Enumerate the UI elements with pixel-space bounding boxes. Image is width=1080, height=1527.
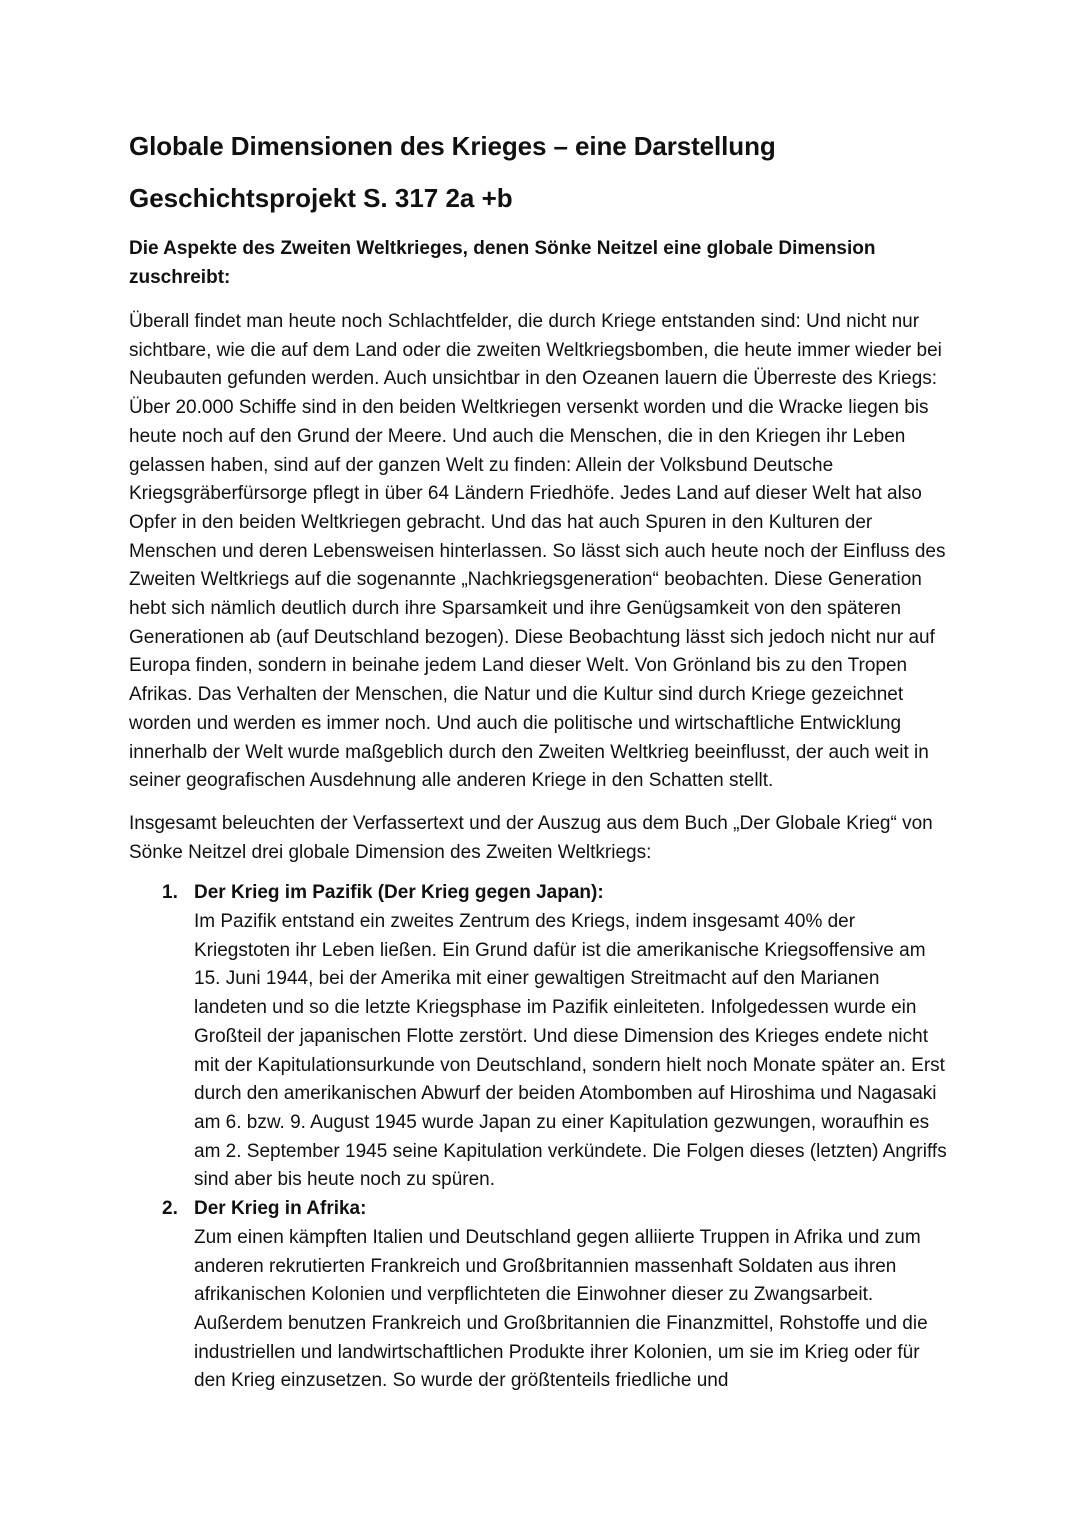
list-item-text: Zum einen kämpften Italien und Deutschland gegen alliierte Truppen in Afrika und zum anderen rekrutierten Frankreich und Großbritannien massenhaft Soldaten aus ihren afrikanischen Kolonien und verpflichteten die Einwohner dieser zu Zwangsarbeit. Außerdem benutzen Frankreich und Großbritannien die Finanzmittel, Rohstoffe und die industriellen und landwirtschaftlichen Produkte ihrer Kolonien, um sie im Krieg oder für den Krieg einzusetzen. So wurde der größtenteils friedliche und (194, 1226, 928, 1392)
document-page (129, 126, 954, 1396)
list-item (129, 879, 954, 1195)
document-subtitle: Geschichtsprojekt S. 317 2a +b (129, 183, 513, 213)
list-item (129, 1195, 954, 1396)
list-item-text: Im Pazifik entstand ein zweites Zentrum des Kriegs, indem insgesamt 40% der Kriegstoten ihr Leben ließen. Ein Grund dafür ist die amerikanische Kriegsoffensive am 15. Juni 1944, bei der Amerika mit einer gewaltigen Streitmacht auf den Marianen landeten und so die letzte Kriegsphase im Pazifik einleiteten. Infolgedessen wurde ein Großteil der japanischen Flotte zerstört. Und diese Dimension des Krieges endete nicht mit der Kapitulationsurkunde von Deutschland, sondern hielt noch Monate später an. Erst durch den amerikanischen Abwurf der beiden Atombomben auf Hiroshima und Nagasaki am 6. bzw. 9. August 1945 wurde Japan zu einer Kapitulation gezwungen, woraufhin es am 2. September 1945 seine Kapitulation verkündete. Die Folgen dieses (letzten) Angriffs sind aber bis heute noch zu spüren. (194, 911, 947, 1191)
body-paragraph-1: Überall findet man heute noch Schlachtfelder, die durch Kriege entstanden sind: Und nicht nur sichtbare, wie die auf dem Land oder die zweiten Weltkriegsbomben, die heute immer wieder bei Neubauten gefunden werden. Auch unsichtbar in den Ozeanen lauern die Überreste des Kriegs: Über 20.000 Schiffe sind in den beiden Weltkriegen versenkt worden und die Wracke liegen bis heute noch auf den Grund der Meere. Und auch die Menschen, die in den Kriegen ihr Leben gelassen haben, sind auf der ganzen Welt zu finden: Allein der Volksbund Deutsche Kriegsgräberfürsorge pflegt in über 64 Ländern Friedhöfe. Jedes Land auf dieser Welt hat also Opfer in den beiden Weltkriegen gebracht. Und das hat auch Spuren in den Kulturen der Menschen und deren Lebensweisen hinterlassen. So lässt sich auch heute noch der Einfluss des Zweiten Weltkriegs auf die sogenannte „Nachkriegsgeneration“ beobachten. Diese Generation hebt sich nämlich deutlich durch ihre Sparsamkeit und ihre Genügsamkeit von den späteren Generationen ab (auf Deutschland bezogen). Diese Beobachtung lässt sich jedoch nicht nur auf Europa finden, sondern in beinahe jedem Land dieser Welt. Von Grönland bis zu den Tropen Afrikas. Das Verhalten der Menschen, die Natur und die Kultur sind durch Kriege gezeichnet worden und werden es immer noch. Und auch die politische und wirtschaftliche Entwicklung innerhalb der Welt wurde maßgeblich durch den Zweiten Weltkrieg beeinflusst, der auch weit in seiner geografischen Ausdehnung alle anderen Kriege in den Schatten stellt. (129, 311, 946, 792)
dimensions-list (129, 879, 954, 1396)
document-title: Globale Dimensionen des Krieges – eine Darstellung (129, 131, 776, 161)
list-item-title: Der Krieg in Afrika: (194, 1198, 367, 1220)
list-item-number: 1. (162, 882, 178, 904)
list-item-number: 2. (162, 1198, 178, 1220)
body-paragraph-2: Insgesamt beleuchten der Verfassertext und der Auszug aus dem Buch „Der Globale Krieg“ von Sönke Neitzel drei globale Dimension des Zweiten Weltkriegs: (129, 812, 933, 863)
list-item-title: Der Krieg im Pazifik (Der Krieg gegen Japan): (194, 882, 604, 904)
section-heading: Die Aspekte des Zweiten Weltkrieges, denen Sönke Neitzel eine globale Dimension zuschreibt: (129, 238, 876, 288)
